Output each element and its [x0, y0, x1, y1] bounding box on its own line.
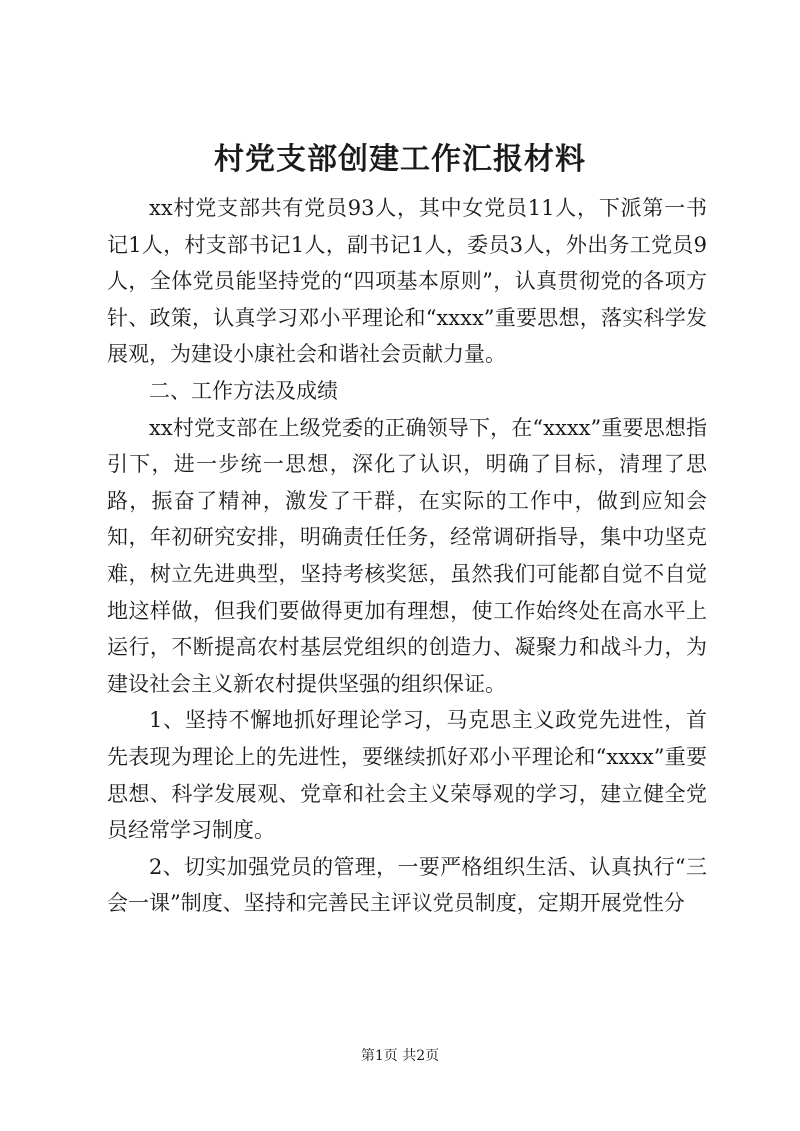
paragraph-item-1: 1、坚持不懈地抓好理论学习，马克思主义政党先进性，首先表现为理论上的先进性，要继续抓好邓小平理论和“xxxx”重要思想、科学发展观、党章和社会主义荣辱观的学习，建立健全党员经常学习制度。 — [107, 708, 707, 843]
paragraph-item-2: 2、切实加强党员的管理，一要严格组织生活、认真执行“三会一课”制度、坚持和完善民主评议党员制度，定期开展党性分 — [107, 854, 707, 916]
document-body — [107, 190, 707, 922]
page-number-footer: 第1页 共2页 — [360, 1048, 440, 1064]
document-title: 村党支部创建工作汇报材料 — [214, 142, 586, 177]
paragraph-intro: xx村党支部共有党员93人，其中女党员11人，下派第一书记1人，村支部书记1人，副书记1人，委员3人，外出务工党员9人，全体党员能坚持党的“四项基本原则”，认真贯彻党的各项方针、政策，认真学习邓小平理论和“xxxx”重要思想，落实科学发展观，为建设小康社会和谐社会贡献力量。 — [107, 196, 707, 367]
section-heading-methods: 二、工作方法及成绩 — [149, 378, 338, 403]
paragraph-methods: xx村党支部在上级党委的正确领导下，在“xxxx”重要思想指引下，进一步统一思想，深化了认识，明确了目标，清理了思路，振奋了精神，激发了干群，在实际的工作中，做到应知会知，年初研究安排，明确责任任务，经常调研指导，集中功坚克难，树立先进典型，坚持考核奖惩，虽然我们可能都自觉不自觉地这样做，但我们要做得更加有理想，使工作始终处在高水平上运行，不断提高农村基层党组织的创造力、凝聚力和战斗力，为建设社会主义新农村提供坚强的组织保证。 — [107, 415, 707, 696]
